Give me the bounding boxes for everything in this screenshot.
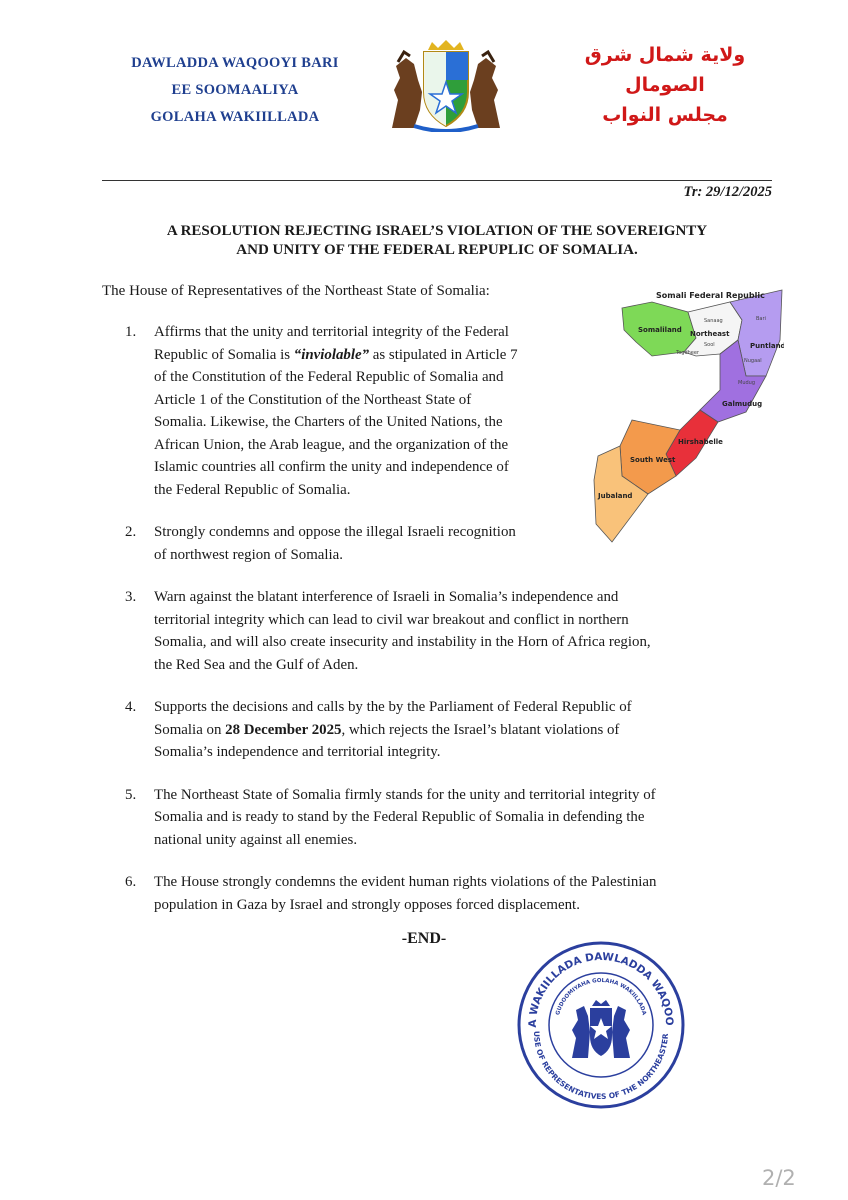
- map-sublabel: Sool: [704, 342, 715, 348]
- header-arabic-line: ولاية شمال شرق: [584, 44, 746, 66]
- item-line: Somalia. Likewise, the Charters of the United Nations, the: [154, 414, 503, 430]
- map-label: Northeast: [690, 330, 730, 338]
- intro-text: The House of Representatives of the Northeast State of Somalia:: [102, 283, 490, 299]
- map-sublabel: Mudug: [738, 380, 755, 386]
- item-line: Affirms that the unity and territorial integrity of the Federal: [154, 324, 509, 340]
- item-line: of northwest region of Somalia.: [154, 546, 343, 563]
- item-line: territorial integrity which can lead to civil war breakout and conflict in northern: [154, 611, 629, 628]
- item-line: Warn against the blatant interference of Israeli in Somalia’s independence and: [154, 589, 619, 605]
- header-divider: [102, 180, 772, 181]
- item-line: The House strongly condemns the evident human rights violations of the Palestinian: [154, 874, 657, 890]
- item-line: [154, 344, 574, 367]
- seal-emblem-icon: [572, 1000, 630, 1058]
- item-line: Somalia and is ready to stand by the Federal Republic of Somalia in defending the: [154, 809, 645, 825]
- map-label: Galmudug: [722, 400, 763, 408]
- header-somali-line: GOLAHA WAKIILLADA: [150, 109, 320, 125]
- item-number: 4.: [125, 699, 137, 715]
- resolution-item: [102, 696, 794, 764]
- header-somali: [112, 50, 358, 131]
- item-line: Article 1 of the Constitution of the Northeast State of: [154, 391, 472, 408]
- resolution-item: [102, 871, 794, 916]
- item-number: 2.: [125, 524, 137, 540]
- resolution-item: [102, 784, 794, 852]
- map-title: Somali Federal Republic: [656, 291, 765, 300]
- item-line: of the Constitution of the Federal Republic of Somalia and: [154, 369, 504, 385]
- map-sublabel: Togdheer: [676, 350, 699, 356]
- resolution-items: [102, 321, 794, 936]
- seal-bottom-text: USE OF REPRESENTATIVES OF THE NORTHEASTER: [531, 1030, 671, 1102]
- map-sublabel: Sanaag: [704, 318, 723, 324]
- resolution-item: [102, 586, 794, 676]
- item-number: 5.: [125, 786, 137, 803]
- page-indicator: 2/2: [762, 1166, 796, 1190]
- item-line: the Federal Republic of Somalia.: [154, 481, 351, 498]
- item-line: The Northeast State of Somalia firmly stands for the unity and territorial integrity of: [154, 786, 656, 803]
- item-line: national unity against all enemies.: [154, 831, 358, 848]
- header-arabic: [570, 40, 760, 130]
- state-emblem: [384, 40, 508, 132]
- official-seal: [516, 940, 686, 1110]
- item-line: the Red Sea and the Gulf of Aden.: [154, 656, 359, 673]
- document-date: Tr: 29/12/2025: [683, 184, 772, 200]
- seal-outer-text: A WAKIILLADA DAWLADDA WAQOO: [526, 950, 676, 1028]
- item-number: 1.: [125, 324, 137, 340]
- item-line: Somalia, and will also create insecurity and instability in the Horn of Africa region,: [154, 634, 651, 650]
- item-line: population in Gaza by Israel and strongly opposes forced displacement.: [154, 896, 580, 913]
- item-line: Somalia’s independence and territorial integrity.: [154, 744, 441, 760]
- item-line-text: Republic of Somalia is “inviolable” as stipulated in Article 7: [154, 346, 518, 363]
- title-line: AND UNITY OF THE FEDERAL REPUPLIC OF SOMALIA.: [236, 242, 638, 258]
- resolution-item: [102, 521, 624, 566]
- item-line: African Union, the Arab league, and the organization of the: [154, 436, 509, 453]
- map-label: Hirshabelle: [678, 438, 723, 446]
- seal-inner-text: GUDOOMIYAHA GOLAHA WAKIILLADA: [555, 977, 647, 1016]
- header-arabic-line: الصومال: [625, 74, 705, 96]
- item-number: 3.: [125, 589, 137, 605]
- map-label: South West: [630, 456, 676, 464]
- header-arabic-line: مجلس النواب: [602, 104, 728, 126]
- title-line: A RESOLUTION REJECTING ISRAEL’S VIOLATION OF THE SOVEREIGNTY: [166, 223, 708, 239]
- map-label: Somaliland: [638, 326, 682, 334]
- map-sublabel: Bari: [756, 316, 766, 322]
- item-line: Supports the decisions and calls by the by the Parliament of Federal Republic of: [154, 699, 632, 715]
- header-somali-line: DAWLADDA WAQOOYI BARI: [131, 55, 339, 71]
- resolution-title: [102, 222, 772, 260]
- item-number: 6.: [125, 874, 137, 890]
- map-label: Jubaland: [598, 492, 633, 500]
- item-line: Islamic countries all confirm the unity and independence of: [154, 459, 509, 475]
- map-label: Puntland: [750, 342, 784, 350]
- resolution-item: [102, 321, 574, 501]
- item-line: Strongly condemns and oppose the illegal Israeli recognition: [154, 524, 516, 540]
- header-somali-line: EE SOOMAALIYA: [171, 82, 299, 98]
- map-sublabel: Nugaal: [744, 358, 762, 364]
- item-line: Somalia on 28 December 2025, which rejects the Israel’s blatant violations of: [154, 721, 620, 738]
- end-marker: -END-: [401, 930, 447, 947]
